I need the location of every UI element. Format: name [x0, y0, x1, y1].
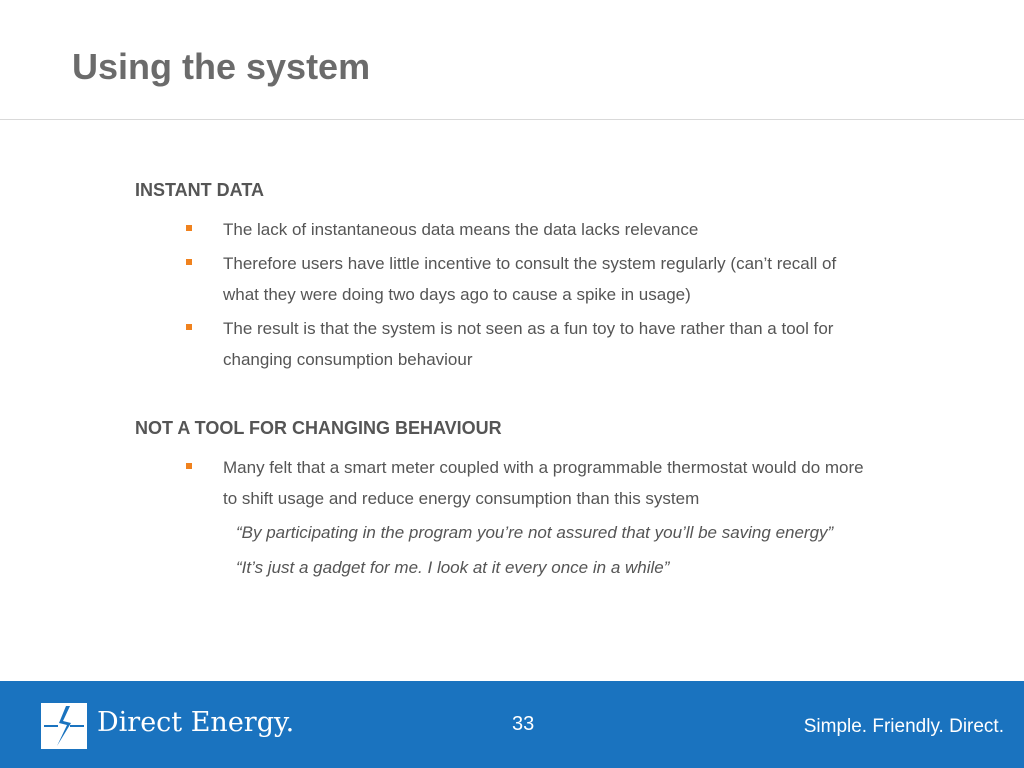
slide-content [135, 176, 895, 587]
square-bullet-icon [186, 225, 192, 231]
list-item [135, 452, 895, 514]
bullet-text: Therefore users have little incentive to consult the system regularly (can’t recall of what they were doing two days ago to cause a spike in usage) [223, 254, 837, 304]
bullet-text: The lack of instantaneous data means the data lacks relevance [223, 220, 699, 239]
logo-wordmark: Direct Energy. [97, 707, 295, 738]
section-not-a-tool [135, 414, 895, 583]
bullet-text: Many felt that a smart meter coupled with a programmable thermostat would do more to shift usage and reduce energy consumption than this system [223, 458, 864, 508]
square-bullet-icon [186, 324, 192, 330]
bullet-list [135, 214, 895, 375]
participant-quote: “It’s just a gadget for me. I look at it every once in a while” [236, 558, 670, 577]
section-heading: INSTANT DATA [135, 180, 264, 200]
list-item [135, 313, 895, 375]
section-spacer [135, 378, 895, 414]
participant-quote: “By participating in the program you’re not assured that you’ll be saving energy” [236, 523, 834, 542]
brand-tagline: Simple. Friendly. Direct. [803, 716, 1004, 737]
section-instant-data [135, 176, 895, 375]
square-bullet-icon [186, 259, 192, 265]
direct-energy-logo [41, 703, 341, 749]
direct-energy-logo-icon [41, 703, 87, 749]
slide-footer [0, 681, 1024, 768]
square-bullet-icon [186, 463, 192, 469]
bullet-list [135, 452, 895, 514]
bullet-text: The result is that the system is not seen as a fun toy to have rather than a tool for changing consumption behaviour [223, 319, 834, 369]
list-item [135, 248, 895, 310]
page-number: 33 [512, 713, 535, 735]
slide-title: Using the system [72, 46, 371, 87]
list-item [135, 214, 895, 245]
section-heading: NOT A TOOL FOR CHANGING BEHAVIOUR [135, 418, 502, 438]
title-divider [0, 119, 1024, 120]
